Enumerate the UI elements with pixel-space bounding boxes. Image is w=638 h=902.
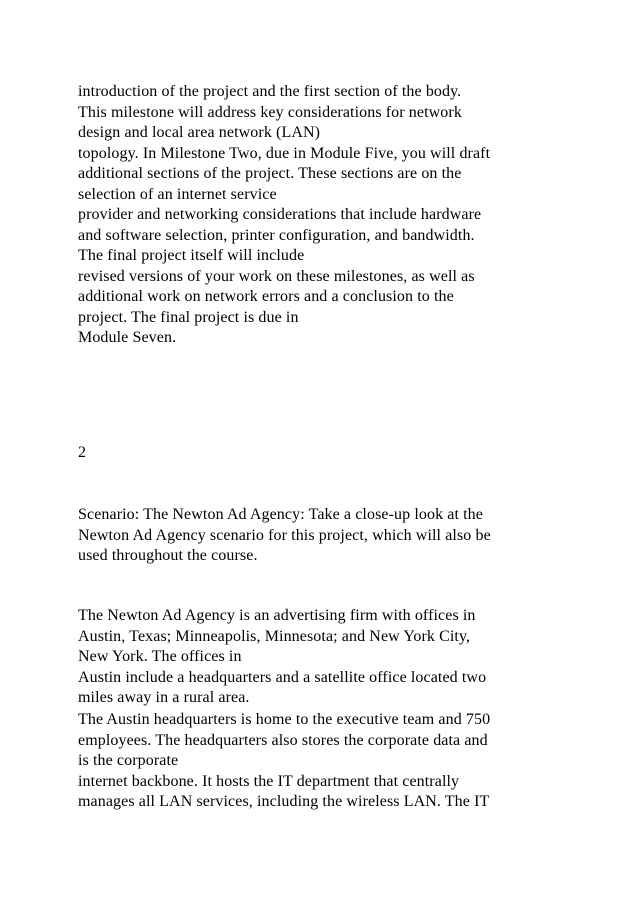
text-line: revised versions of your work on these milestones, as well as bbox=[78, 267, 475, 285]
text-line: The Newton Ad Agency is an advertising firm with offices in bbox=[78, 607, 476, 624]
text-line: internet backbone. It hosts the IT department that centrally bbox=[78, 772, 460, 790]
page-number-text: 2 bbox=[78, 444, 87, 461]
scenario-paragraph bbox=[78, 505, 628, 567]
text-line: Module Seven. bbox=[78, 329, 177, 346]
text-line: Scenario: The Newton Ad Agency: Take a close-up look at the bbox=[78, 506, 483, 523]
text-line: additional sections of the project. These sections are on the bbox=[78, 165, 462, 182]
text-line: Austin include a headquarters and a satellite office located two bbox=[78, 668, 487, 686]
text-line: design and local area network (LAN) bbox=[78, 124, 321, 141]
text-line: The final project itself will include bbox=[78, 247, 305, 264]
text-line: Newton Ad Agency scenario for this project, which will also be bbox=[78, 526, 491, 544]
text-line: used throughout the course. bbox=[78, 547, 258, 564]
text-line: topology. In Milestone Two, due in Module Five, you will draft bbox=[78, 144, 491, 162]
text-line: New York. The offices in bbox=[78, 648, 242, 665]
text-line: miles away in a rural area. bbox=[78, 689, 250, 706]
text-line: additional work on network errors and a conclusion to the bbox=[78, 288, 454, 305]
offices-paragraph bbox=[78, 606, 628, 709]
text-line: introduction of the project and the first section of the body. bbox=[78, 83, 462, 100]
text-line: This milestone will address key considerations for network bbox=[78, 103, 462, 121]
milestone-paragraph bbox=[78, 82, 628, 349]
text-line: and software selection, printer configuration, and bandwidth. bbox=[78, 226, 475, 244]
text-line: Austin, Texas; Minneapolis, Minnesota; and New York City, bbox=[78, 627, 471, 645]
text-line: project. The final project is due in bbox=[78, 308, 299, 326]
text-line: provider and networking considerations that include hardware bbox=[78, 206, 482, 223]
text-line: manages all LAN services, including the wireless LAN. The IT bbox=[78, 793, 490, 810]
text-line: employees. The headquarters also stores the corporate data and bbox=[78, 731, 488, 749]
text-line: The Austin headquarters is home to the executive team and 750 bbox=[78, 711, 491, 728]
text-line: selection of an internet service bbox=[78, 185, 277, 203]
headquarters-paragraph bbox=[78, 710, 628, 813]
text-line: is the corporate bbox=[78, 752, 179, 769]
page-number bbox=[78, 443, 628, 464]
